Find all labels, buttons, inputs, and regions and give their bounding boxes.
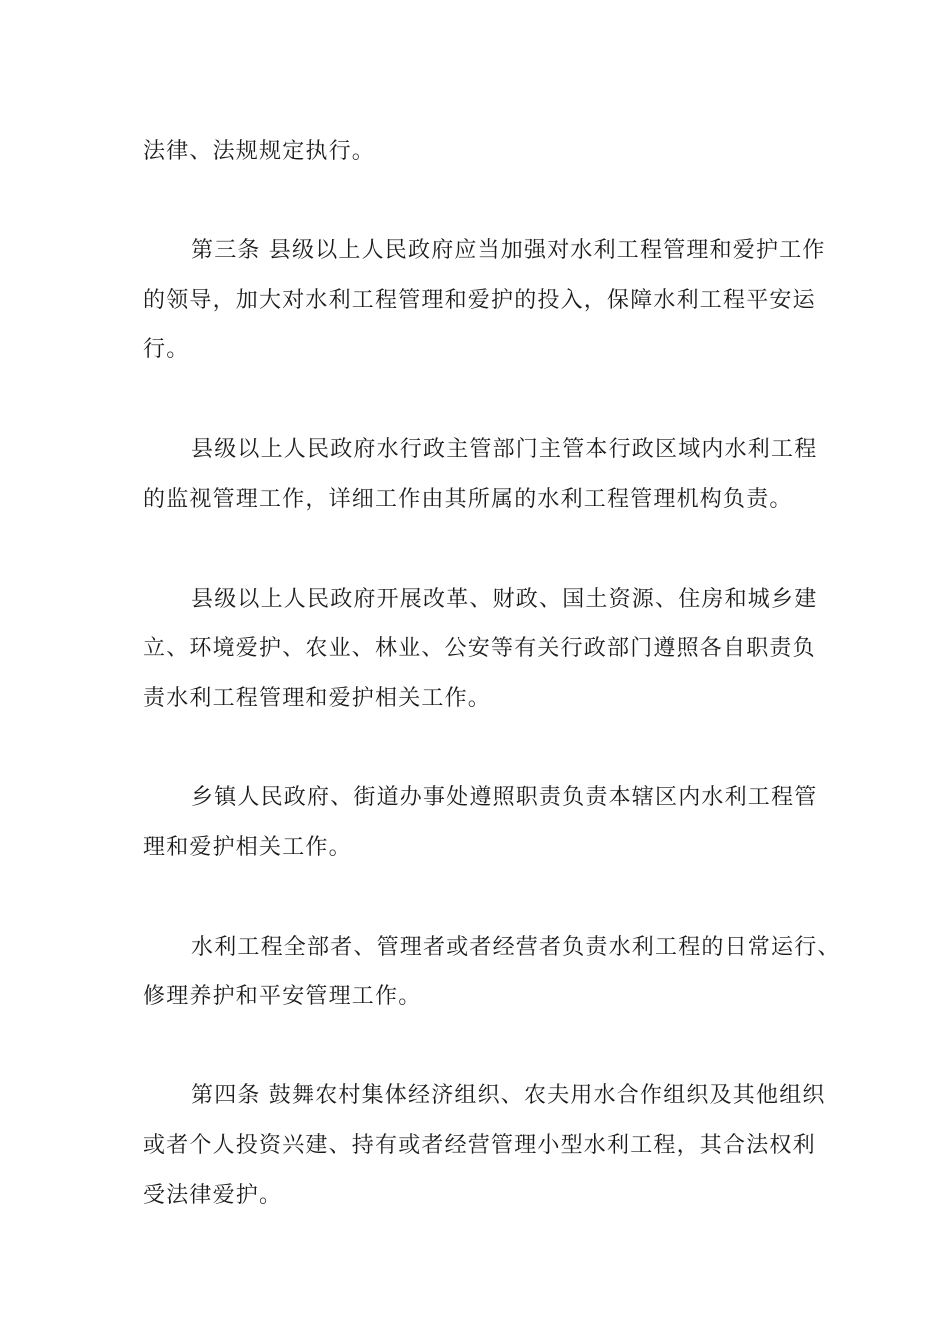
paragraph-line: 责水利工程管理和爱护相关工作。 [143, 686, 492, 711]
paragraph-line: 水利工程全部者、管理者或者经营者负责水利工程的日常运行、 [191, 935, 841, 960]
paragraph-line: 的领导，加大对水利工程管理和爱护的投入，保障水利工程平安运 [143, 288, 816, 313]
paragraph-line: 乡镇人民政府、街道办事处遵照职责负责本辖区内水利工程管 [191, 785, 818, 810]
article-3-heading-line: 第三条 县级以上人民政府应当加强对水利工程管理和爱护工作 [191, 238, 826, 263]
paragraph-line: 立、环境爱护、农业、林业、公安等有关行政部门遵照各自职责负 [143, 636, 816, 661]
article-4-heading-line: 第四条 鼓舞农村集体经济组织、农夫用水合作组织及其他组织 [191, 1083, 826, 1108]
paragraph-line: 县级以上人民政府开展改革、财政、国土资源、住房和城乡建 [191, 587, 818, 612]
paragraph-line: 受法律爱护。 [143, 1183, 283, 1208]
paragraph-line: 法律、法规规定执行。 [143, 139, 376, 164]
paragraph-line: 修理养护和平安管理工作。 [143, 984, 422, 1009]
paragraph-line: 行。 [143, 337, 190, 362]
paragraph-line: 县级以上人民政府水行政主管部门主管本行政区域内水利工程 [191, 437, 818, 462]
paragraph-line: 的监视管理工作，详细工作由其所属的水利工程管理机构负责。 [143, 487, 793, 512]
paragraph-line: 理和爱护相关工作。 [143, 835, 352, 860]
paragraph-line: 或者个人投资兴建、持有或者经营管理小型水利工程，其合法权利 [143, 1133, 816, 1158]
